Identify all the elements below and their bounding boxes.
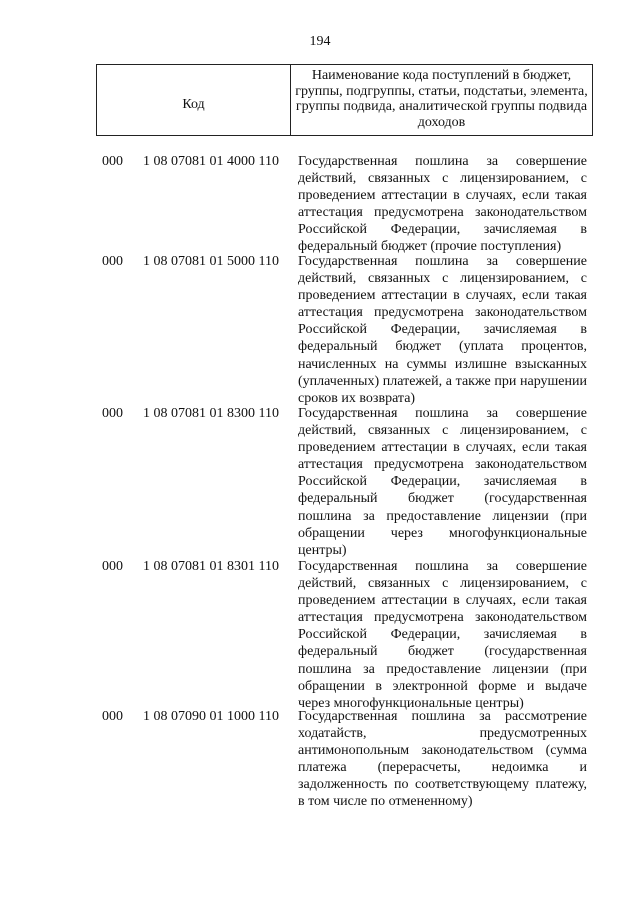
revenue-description: Государственная пошлина за совершение действий, связанных с лицензированием, с проведением аттестации в случаях, если такая аттестация предусмотрена законодательством Российской Федерации, зачисляемая в федеральный бюджет (государственная пошлина за предоставление лицензии (при обращении в электронной форме и выдаче через многофункциональные центры)	[298, 559, 587, 711]
revenue-code: 1 08 07090 01 1000 110	[143, 709, 279, 724]
admin-code: 000	[102, 559, 123, 574]
admin-code: 000	[102, 154, 123, 169]
table-row	[0, 405, 640, 558]
revenue-code: 1 08 07081 01 5000 110	[143, 254, 279, 269]
revenue-description: Государственная пошлина за рассмотрение ходатайств, предусмотренных антимонопольным законодательством (сумма платежа (перерасчеты, недоимка и задолженность по соответствующему платежу, в том числе по отмененному)	[298, 709, 587, 810]
header-code-column: Код	[97, 65, 291, 135]
table-body	[0, 153, 640, 811]
table-row	[0, 153, 640, 253]
table-row	[0, 558, 640, 711]
revenue-code: 1 08 07081 01 8301 110	[143, 559, 279, 574]
table-row	[0, 708, 640, 811]
admin-code: 000	[102, 709, 123, 724]
revenue-code: 1 08 07081 01 4000 110	[143, 154, 279, 169]
admin-code: 000	[102, 406, 123, 421]
table-row	[0, 253, 640, 405]
revenue-description: Государственная пошлина за совершение действий, связанных с лицензированием, с проведением аттестации в случаях, если такая аттестация предусмотрена законодательством Российской Федерации, зачисляемая в федеральный бюджет (государственная пошлина за предоставление лицензии (при обращении через многофункциональные центры)	[298, 406, 587, 558]
revenue-description: Государственная пошлина за совершение действий, связанных с лицензированием, с проведением аттестации в случаях, если такая аттестация предусмотрена законодательством Российской Федерации, зачисляемая в федеральный бюджет (уплата процентов, начисленных на суммы излишне взысканных (уплаченных) платежей, а также при нарушении сроков их возврата)	[298, 254, 587, 406]
page-number: 194	[309, 34, 331, 49]
revenue-code: 1 08 07081 01 8300 110	[143, 406, 279, 421]
revenue-description: Государственная пошлина за совершение действий, связанных с лицензированием, с проведением аттестации в случаях, если такая аттестация предусмотрена законодательством Российской Федерации, зачисляемая в федеральный бюджет (прочие поступления)	[298, 154, 587, 255]
admin-code: 000	[102, 254, 123, 269]
table-header	[96, 64, 593, 136]
header-name-column: Наименование кода поступлений в бюджет, группы, подгруппы, статьи, подстатьи, элемента, группы подвида, аналитической группы подвида доходов	[295, 68, 588, 130]
